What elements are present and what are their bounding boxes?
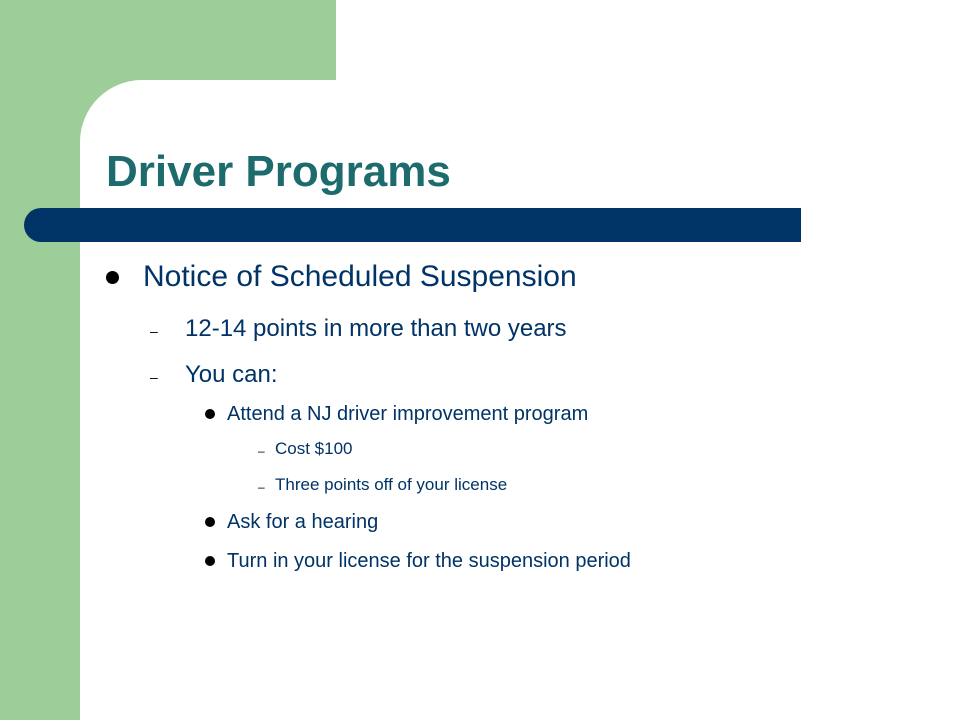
- dash-marker: –: [150, 369, 158, 385]
- bullet-dot-icon: [205, 517, 215, 527]
- bullet-you-can: You can:: [185, 361, 278, 388]
- bullet-ask-for-hearing: Ask for a hearing: [227, 511, 379, 533]
- bullet-dot-icon: [205, 409, 215, 419]
- title-underline-bar: [24, 208, 801, 242]
- bullet-points-range: 12-14 points in more than two years: [185, 315, 567, 342]
- slide-title: Driver Programs: [106, 147, 451, 196]
- bullet-dot-icon: [106, 271, 119, 284]
- dash-marker: –: [258, 480, 265, 494]
- bullet-cost: Cost $100: [275, 439, 353, 458]
- bullet-dot-icon: [205, 556, 215, 566]
- bullet-three-points-off: Three points off of your license: [275, 475, 508, 494]
- dash-marker: –: [258, 444, 265, 458]
- bullet-driver-improvement-program: Attend a NJ driver improvement program: [227, 403, 589, 425]
- bullet-notice-of-suspension: Notice of Scheduled Suspension: [143, 260, 577, 293]
- bullet-turn-in-license: Turn in your license for the suspension period: [227, 550, 631, 572]
- dash-marker: –: [150, 323, 158, 339]
